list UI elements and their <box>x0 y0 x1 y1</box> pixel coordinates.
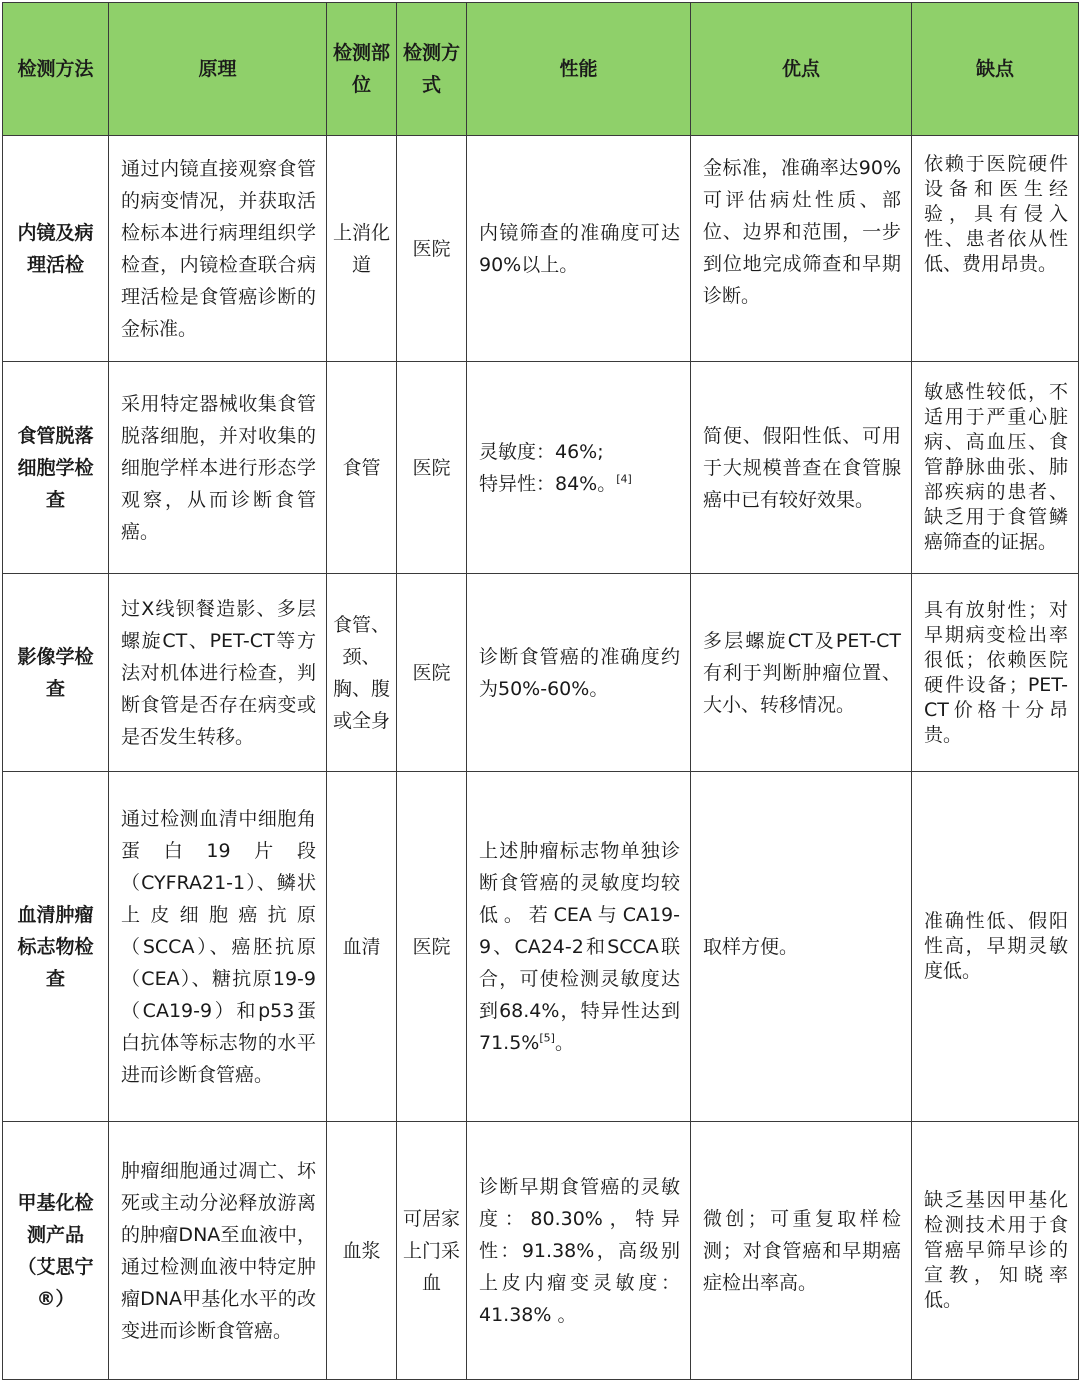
mode-cell: 医院 <box>397 574 467 772</box>
site-cell: 血浆 <box>327 1122 397 1380</box>
header-advantages: 优点 <box>691 3 912 136</box>
advantages-cell: 多层螺旋CT及PET-CT有利于判断肿瘤位置、大小、转移情况。 <box>691 574 912 772</box>
performance-cell <box>467 362 691 574</box>
principle-cell: 通过内镜直接观察食管的病变情况，并获取活检标本进行病理组织学检查，内镜检查联合病理活检是食管癌诊断的金标准。 <box>109 136 327 362</box>
header-performance: 性能 <box>467 3 691 136</box>
advantages-cell: 取样方便。 <box>691 772 912 1122</box>
principle-cell: 肿瘤细胞通过凋亡、坏死或主动分泌释放游离的肿瘤DNA至血液中，通过检测血液中特定肿瘤DNA甲基化水平的改变进而诊断食管癌。 <box>109 1122 327 1380</box>
performance-cell: 诊断早期食管癌的灵敏度：80.30%，特异性：91.38%，高级别上皮内瘤变灵敏度：41.38% 。 <box>467 1122 691 1380</box>
table-row <box>3 574 1079 772</box>
disadvantages-cell: 具有放射性；对早期病变检出率很低；依赖医院硬件设备；PET-CT价格十分昂贵。 <box>912 574 1079 772</box>
mode-cell: 可居家上门采血 <box>397 1122 467 1380</box>
mode-cell: 医院 <box>397 772 467 1122</box>
site-cell: 上消化道 <box>327 136 397 362</box>
comparison-table <box>2 2 1079 1380</box>
performance-line <box>479 468 680 500</box>
mode-cell: 医院 <box>397 362 467 574</box>
performance-tail: 。 <box>554 1031 574 1054</box>
citation-ref: [4] <box>616 472 632 486</box>
principle-cell: 过X线钡餐造影、多层螺旋CT、PET-CT等方法对机体进行检查，判断食管是否存在病变或是否发生转移。 <box>109 574 327 772</box>
site-cell: 食管、颈、胸、腹或全身 <box>327 574 397 772</box>
performance-text: 上述肿瘤标志物单独诊断食管癌的灵敏度均较低。若CEA与CA19-9、CA24-2和SCCA联合，可使检测灵敏度达到68.4%，特异性达到71.5% <box>479 839 680 1054</box>
table-row <box>3 1122 1079 1380</box>
mode-cell: 医院 <box>397 136 467 362</box>
method-cell: 甲基化检测产品（艾思宁®） <box>3 1122 109 1380</box>
header-disadvantages: 缺点 <box>912 3 1079 136</box>
disadvantages-cell: 敏感性较低，不适用于严重心脏病、高血压、食管静脉曲张、肺部疾病的患者、缺乏用于食管鳞癌筛查的证据。 <box>912 362 1079 574</box>
citation-ref: [5] <box>539 1031 555 1045</box>
header-row <box>3 3 1079 136</box>
performance-cell <box>467 772 691 1122</box>
site-cell: 食管 <box>327 362 397 574</box>
disadvantages-cell: 缺乏基因甲基化检测技术用于食管癌早筛早诊的宣教，知晓率低。 <box>912 1122 1079 1380</box>
advantages-cell: 简便、假阳性低、可用于大规模普查在食管腺癌中已有较好效果。 <box>691 362 912 574</box>
header-principle: 原理 <box>109 3 327 136</box>
method-cell: 内镜及病理活检 <box>3 136 109 362</box>
table-row <box>3 772 1079 1122</box>
principle-cell: 采用特定器械收集食管脱落细胞，并对收集的细胞学样本进行形态学观察，从而诊断食管癌。 <box>109 362 327 574</box>
performance-cell: 诊断食管癌的准确度约为50%-60%。 <box>467 574 691 772</box>
disadvantages-cell: 依赖于医院硬件设备和医生经验，具有侵入性、患者依从性低、费用昂贵。 <box>912 136 1079 362</box>
method-cell: 食管脱落细胞学检查 <box>3 362 109 574</box>
performance-line: 灵敏度：46%; <box>479 440 604 463</box>
principle-cell: 通过检测血清中细胞角蛋白19片段（CYFRA21-1）、鳞状上皮细胞癌抗原（SCCA）、癌胚抗原（CEA）、糖抗原19-9（CA19-9）和p53蛋白抗体等标志物的水平进而诊断食管癌。 <box>109 772 327 1122</box>
header-method: 检测方法 <box>3 3 109 136</box>
disadvantages-cell: 准确性低、假阳性高，早期灵敏度低。 <box>912 772 1079 1122</box>
site-cell: 血清 <box>327 772 397 1122</box>
advantages-cell: 金标准，准确率达90%可评估病灶性质、部位、边界和范围，一步到位地完成筛查和早期诊断。 <box>691 136 912 362</box>
table-row <box>3 136 1079 362</box>
method-cell: 影像学检查 <box>3 574 109 772</box>
performance-text: 特异性：84%。 <box>479 472 617 495</box>
table-row <box>3 362 1079 574</box>
header-mode: 检测方式 <box>397 3 467 136</box>
header-site: 检测部位 <box>327 3 397 136</box>
advantages-cell: 微创；可重复取样检测；对食管癌和早期癌症检出率高。 <box>691 1122 912 1380</box>
performance-cell: 内镜筛查的准确度可达90%以上。 <box>467 136 691 362</box>
method-cell: 血清肿瘤标志物检查 <box>3 772 109 1122</box>
